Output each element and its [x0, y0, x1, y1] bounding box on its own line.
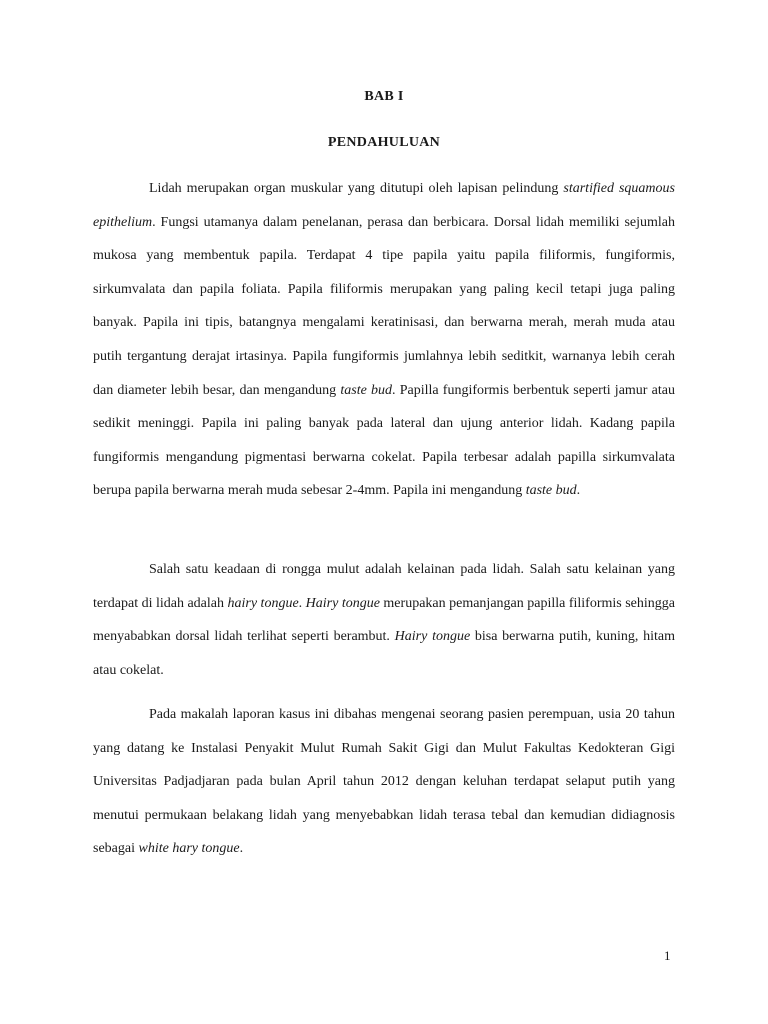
- text-run: Salah satu keadaan di rongga mulut adalah kelainan pada lidah. Salah satu kelainan yang terdapat di lidah adalah: [93, 562, 675, 611]
- paragraph-1: [93, 172, 675, 508]
- paragraph-2: [93, 553, 675, 687]
- italic-term: Hairy tongue: [305, 595, 380, 611]
- text-run: Lidah merupakan organ muskular yang ditutupi oleh lapisan pelindung: [149, 181, 564, 196]
- text-run: Pada makalah laporan kasus ini dibahas mengenai seorang pasien perempuan, usia 20 tahun yang datang ke Instalasi Penyakit Mulut Rumah Sakit Gigi dan Mulut Fakultas Kedokteran Gigi Universitas Padjadjaran pada bulan April tahun 2012 dengan keluhan terdapat selaput putih yang menutui permukaan belakang lidah yang menyebabkan lidah terasa tebal dan kemudian didiagnosis sebagai: [93, 707, 675, 857]
- text-run: bisa berwarna putih, kuning, hitam atau cokelat.: [93, 629, 675, 678]
- text-run: merupakan pemanjangan papilla filiformis sehingga menyababkan dorsal lidah terlihat seperti berambut.: [93, 595, 675, 645]
- text-run: . Fungsi utamanya dalam penelanan, perasa dan berbicara. Dorsal lidah memiliki sejumlah mukosa yang membentuk papila. Terdapat 4 tipe papila yaitu papila filiformis, fungiformis, sirkumvalata dan papila foliata. Papila filiformis merupakan yang paling kecil tetapi juga paling banyak. Papila ini tipis, batangnya mengalami keratinisasi, dan berwarna merah, merah muda atau putih tergantung derajat irtasinya. Papila fungiformis jumlahnya lebih seditkit, warnanya lebih cerah dan diameter lebih besar, dan mengandung: [93, 214, 675, 398]
- text-run: .: [239, 841, 244, 857]
- italic-term: taste bud: [525, 483, 577, 499]
- paragraph-3: [93, 698, 675, 866]
- italic-term: startified squamous epithelium: [93, 181, 675, 230]
- chapter-title: PENDAHULUAN: [327, 135, 441, 150]
- text-run: .: [576, 483, 581, 499]
- text-run: . Papilla fungiformis berbentuk seperti jamur atau sedikit meninggi. Papila ini paling banyak pada lateral dan ujung anterior lidah. Kadang papila fungiformis mengandung pigmentasi berwarna cokelat. Papila terbesar adalah papilla sirkumvalata berupa papila berwarna merah muda sebesar 2-4mm. Papila ini mengandung: [93, 382, 675, 499]
- chapter-heading: BAB I: [364, 89, 404, 104]
- page-number: 1: [664, 948, 671, 963]
- italic-term: white hary tongue: [138, 841, 240, 857]
- italic-term: taste bud: [340, 382, 393, 398]
- italic-term: Hairy tongue: [394, 629, 471, 645]
- text-run: .: [298, 595, 306, 611]
- italic-term: hairy tongue: [227, 595, 299, 611]
